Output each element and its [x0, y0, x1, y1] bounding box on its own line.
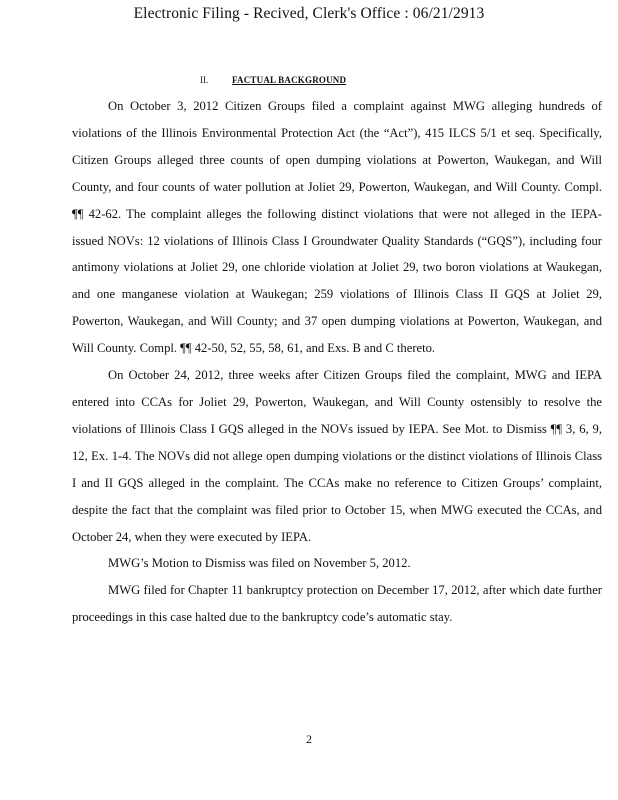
section-number: II. — [200, 75, 209, 85]
section-title: FACTUAL BACKGROUND — [232, 75, 347, 85]
section-heading — [200, 75, 382, 85]
filing-stamp-header: Electronic Filing - Recived, Clerk's Office : 06/21/2913 — [133, 5, 485, 22]
page-number: 2 — [306, 732, 312, 746]
paragraph-ccas-entered: On October 24, 2012, three weeks after Citizen Groups filed the complaint, MWG and IEPA entered into CCAs for Joliet 29, Powerton, Waukegan, and Will County ostensibly to resolve the violations of Illinois Class I GQS alleged in the NOVs issued by IEPA. See Mot. to Dismiss ¶¶ 3, 6, 9, 12, Ex. 1-4. The NOVs did not allege open dumping violations or the distinct violations of Illinois Class I and II GQS alleged in the complaint. The CCAs make no reference to Citizen Groups’ complaint, despite the fact that the complaint was filed prior to October 15, when MWG executed the CCAs, and October 24, when they were executed by IEPA. — [72, 368, 602, 544]
paragraph-motion-to-dismiss: MWG’s Motion to Dismiss was filed on November 5, 2012. — [108, 556, 411, 571]
paragraph-complaint-filed: On October 3, 2012 Citizen Groups filed a complaint against MWG alleging hundreds of violations of the Illinois Environmental Protection Act (the “Act”), 415 ILCS 5/1 et seq. Specifically, Citizen Groups alleged three counts of open dumping violations at Powerton, Waukegan, and Will County, and four counts of water pollution at Joliet 29, Powerton, Waukegan, and Will County. Compl. ¶¶ 42-62. The complaint alleges the following distinct violations that were not alleged in the IEPA-issued NOVs: 12 violations of Illinois Class I Groundwater Quality Standards (“GQS”), including four antimony violations at Joliet 29, one chloride violation at Joliet 29, two boron violations at Waukegan, and one manganese violation at Waukegan; 259 violations of Illinois Class II GQS at Joliet 29, Powerton, Waukegan, and Will County; and 37 open dumping violations at Powerton, Waukegan, and Will County. Compl. ¶¶ 42-50, 52, 55, 58, 61, and Exs. B and C thereto. — [72, 99, 602, 356]
paragraph-bankruptcy: MWG filed for Chapter 11 bankruptcy protection on December 17, 2012, after which date further proceedings in this case halted due to the bankruptcy code’s automatic stay. — [72, 583, 602, 625]
body-text — [72, 93, 602, 631]
